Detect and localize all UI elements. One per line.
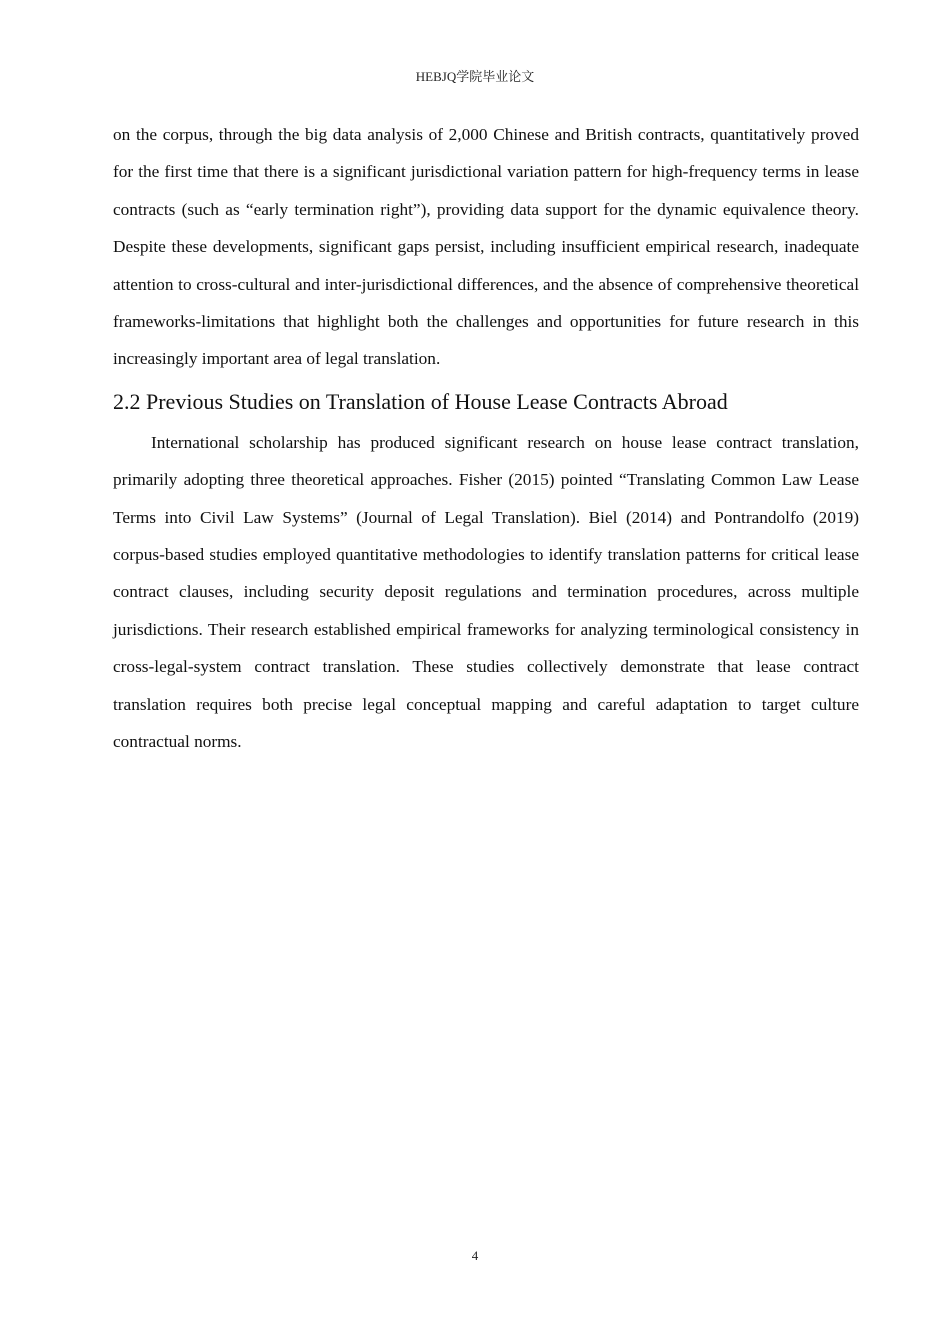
page-number: 4 bbox=[471, 1248, 479, 1263]
page-header: HEBJQ学院毕业论文 bbox=[415, 69, 535, 84]
section-heading: 2.2 Previous Studies on Translation of House Lease Contracts Abroad bbox=[113, 388, 728, 414]
paragraph-previous-studies: International scholarship has produced significant research on house lease contract translation, primarily adopting three theoretical approaches. Fisher (2015) pointed “Translating Common Law Lease Terms into Civil Law Systems” (Journal of Legal Translation). Biel (2014) and Pontrandolfo (2019) corpus-based studies employed quantitative methodologies to identify translation patterns for critical lease contract clauses, including security deposit regulations and termination procedures, across multiple jurisdictions. Their research established empirical frameworks for analyzing terminological consistency in cross-legal-system contract translation. These studies collectively demonstrate that lease contract translation requires both precise legal conceptual mapping and careful adaptation to target culture contractual norms. bbox=[113, 432, 859, 752]
paragraph-continued: on the corpus, through the big data analysis of 2,000 Chinese and British contracts, quantitatively proved for the first time that there is a significant jurisdictional variation pattern for high-frequency terms in lease contracts (such as “early termination right”), providing data support for the dynamic equivalence theory. Despite these developments, significant gaps persist, including insufficient empirical research, inadequate attention to cross-cultural and inter-jurisdictional differences, and the absence of comprehensive theoretical frameworks-limitations that highlight both the challenges and opportunities for future research in this increasingly important area of legal translation. bbox=[113, 125, 859, 369]
document-body bbox=[113, 116, 859, 761]
